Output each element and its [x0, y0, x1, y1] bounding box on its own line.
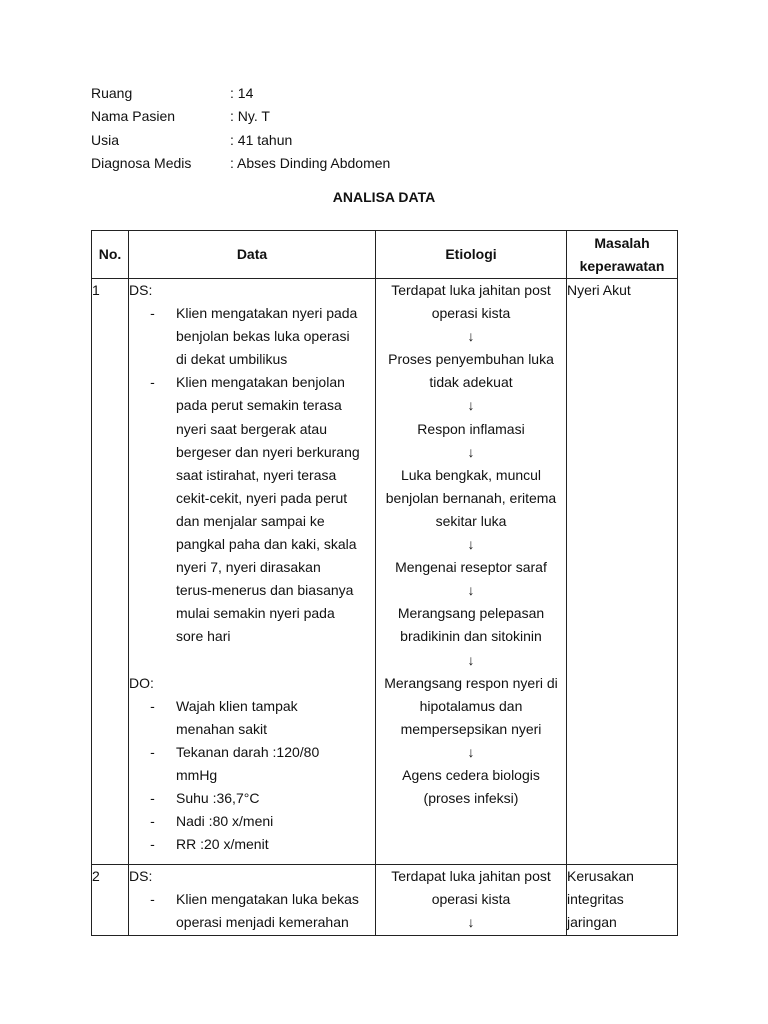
do-label: DO: — [129, 674, 154, 691]
dash-marker: - — [150, 836, 155, 853]
etiologi-line: Terdapat luka jahitan post — [391, 282, 551, 298]
list-item-text — [176, 741, 375, 787]
table-header-row — [92, 231, 678, 279]
arrow-down-icon: ↓ — [467, 397, 475, 414]
table-row — [92, 279, 678, 865]
info-row-usia — [91, 129, 390, 152]
dash-marker: - — [150, 743, 155, 760]
info-label: Diagnosa Medis — [91, 155, 192, 172]
etiologi-line: benjolan bernanah, eritema — [385, 489, 557, 506]
info-row-nama-pasien — [91, 105, 390, 128]
info-row-diagnosa — [91, 152, 390, 175]
cell-data — [129, 279, 376, 865]
text-line: Klien mengatakan benjolan — [176, 374, 345, 391]
info-row-ruang — [91, 82, 390, 105]
etiologi-line: Respon inflamasi — [417, 420, 525, 437]
list-item-text — [176, 888, 375, 934]
text-line: sore hari — [176, 628, 231, 645]
etiologi-line: (proses infeksi) — [423, 790, 519, 807]
list-item-text — [176, 833, 375, 856]
cell-data — [129, 865, 376, 935]
text-line: nyeri 7, nyeri dirasakan — [176, 559, 321, 576]
text-line: Klien mengatakan nyeri pada — [176, 305, 358, 322]
masalah-line: Nyeri Akut — [567, 282, 631, 298]
text-line: Suhu :36,7°C — [176, 789, 260, 806]
text-line: nyeri saat bergerak atau — [176, 420, 327, 437]
info-label: Ruang — [91, 85, 133, 101]
info-label: Usia — [91, 131, 120, 148]
dash-marker: - — [150, 891, 155, 908]
list-item-text — [176, 695, 375, 741]
etiologi-line: Merangsang respon nyeri di — [384, 674, 558, 691]
ds-label: DS: — [129, 282, 153, 298]
dash-marker: - — [150, 813, 155, 830]
cell-etiologi — [376, 279, 567, 865]
cell-no: 1 — [92, 279, 129, 865]
masalah-line: Kerusakan — [567, 868, 634, 885]
list-item — [129, 741, 375, 787]
list-item — [129, 371, 375, 648]
table-row — [92, 865, 678, 935]
etiologi-line: mempersepsikan nyeri — [400, 720, 542, 737]
page-title: ANALISA DATA — [332, 189, 436, 205]
dash-marker: - — [150, 697, 155, 714]
text-line: saat istirahat, nyeri terasa — [176, 466, 337, 483]
text-line: mulai semakin nyeri pada — [176, 605, 335, 622]
etiologi-line: operasi kista — [431, 305, 511, 322]
dash-marker: - — [150, 374, 155, 391]
cell-masalah — [567, 279, 678, 865]
text-line: pangkal paha dan kaki, skala — [176, 536, 357, 553]
ds-label: DS: — [129, 868, 153, 885]
list-item-text — [176, 371, 375, 648]
list-item — [129, 695, 375, 741]
text-line: Tekanan darah :120/80 — [176, 743, 320, 760]
text-line: menahan sakit — [176, 720, 268, 737]
list-item — [129, 302, 375, 371]
etiologi-line: operasi kista — [431, 891, 511, 908]
analisa-data-table — [91, 230, 678, 936]
text-line: Klien mengatakan luka bekas — [176, 891, 359, 908]
dash-marker: - — [150, 789, 155, 806]
etiologi-line: Agens cedera biologis — [402, 766, 540, 783]
etiologi-line: Merangsang pelepasan — [397, 605, 545, 622]
text-line: dan menjalar sampai ke — [176, 512, 325, 529]
etiologi-line: sekitar luka — [435, 512, 507, 529]
text-line: benjolan bekas luka operasi — [176, 328, 350, 345]
arrow-down-icon: ↓ — [467, 582, 475, 599]
arrow-down-icon: ↓ — [467, 536, 475, 553]
etiologi-line: Luka bengkak, muncul — [400, 466, 542, 483]
info-value: : 41 tahun — [230, 131, 293, 148]
text-line: operasi menjadi kemerahan — [176, 914, 349, 931]
header-etiologi: Etiologi — [376, 231, 567, 279]
cell-no: 2 — [92, 865, 129, 935]
header-data: Data — [129, 231, 376, 279]
list-item-text — [176, 810, 375, 833]
arrow-down-icon: ↓ — [467, 743, 475, 760]
header-masalah-line-2: keperawatan — [579, 257, 665, 274]
info-value: : Ny. T — [230, 108, 270, 125]
info-value: : 14 — [230, 85, 254, 101]
list-item-text — [176, 787, 375, 810]
etiologi-line: hipotalamus dan — [419, 697, 523, 714]
patient-info — [91, 82, 390, 176]
arrow-down-icon: ↓ — [467, 914, 475, 931]
masalah-line: jaringan — [567, 914, 617, 931]
etiologi-line: bradikinin dan sitokinin — [400, 628, 542, 645]
text-line: Nadi :80 x/meni — [176, 813, 274, 830]
etiologi-line: Terdapat luka jahitan post — [391, 868, 551, 885]
header-no: No. — [92, 231, 129, 279]
cell-etiologi — [376, 865, 567, 935]
text-line: mmHg — [176, 766, 218, 783]
etiologi-line: tidak adekuat — [429, 374, 513, 391]
info-label: Nama Pasien — [91, 108, 176, 125]
text-line: Wajah klien tampak — [176, 697, 298, 714]
list-item — [129, 833, 375, 856]
spacer — [129, 649, 375, 672]
text-line: di dekat umbilikus — [176, 351, 288, 368]
spacer — [129, 856, 375, 864]
info-value: : Abses Dinding Abdomen — [230, 155, 391, 172]
masalah-line: integritas — [567, 891, 624, 908]
list-item — [129, 810, 375, 833]
header-masalah — [567, 231, 678, 279]
arrow-down-icon: ↓ — [467, 651, 475, 668]
do-items — [129, 695, 375, 857]
text-line: bergeser dan nyeri berkurang — [176, 443, 360, 460]
cell-masalah — [567, 865, 678, 935]
etiologi-line: Mengenai reseptor saraf — [395, 559, 547, 576]
text-line: cekit-cekit, nyeri pada perut — [176, 489, 348, 506]
list-item — [129, 787, 375, 810]
arrow-down-icon: ↓ — [467, 443, 475, 460]
list-item-text — [176, 302, 375, 371]
text-line: RR :20 x/menit — [176, 836, 269, 853]
list-item — [129, 888, 375, 934]
text-line: terus-menerus dan biasanya — [176, 582, 354, 599]
arrow-down-icon: ↓ — [467, 328, 475, 345]
header-masalah-line-1: Masalah — [594, 234, 650, 251]
text-line: pada perut semakin terasa — [176, 397, 342, 414]
etiologi-line: Proses penyembuhan luka — [388, 351, 554, 368]
dash-marker: - — [150, 305, 155, 322]
